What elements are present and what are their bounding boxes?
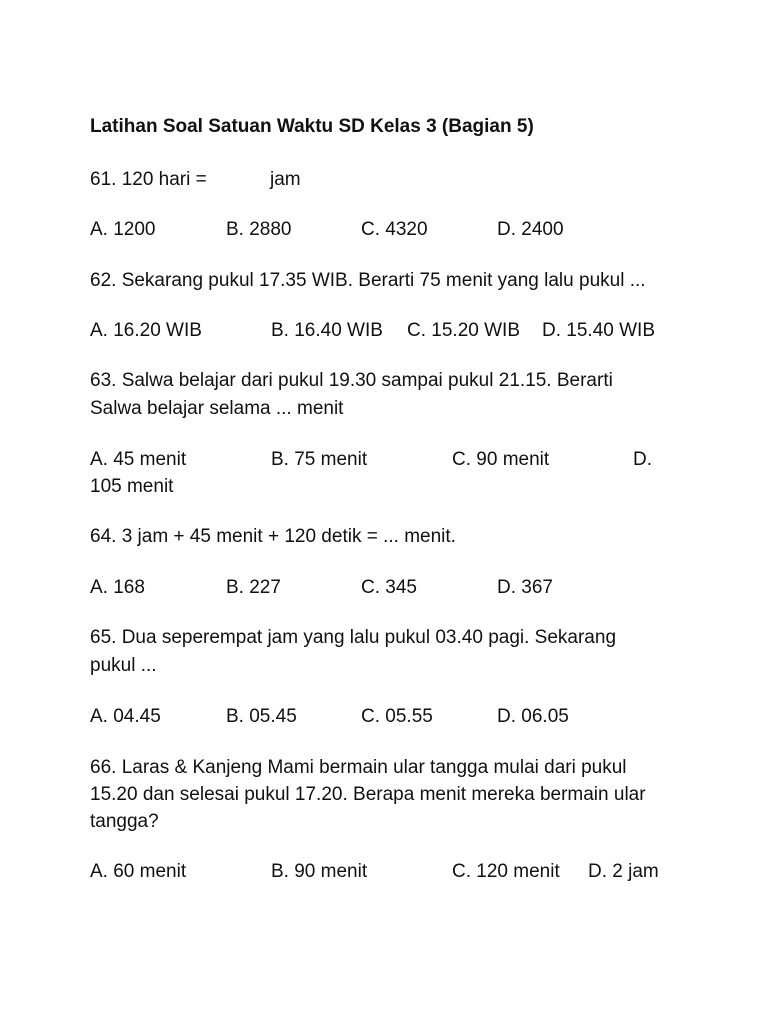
question-66-option-b: B. 90 menit: [271, 861, 368, 882]
question-61-option-b: B. 2880: [226, 219, 292, 240]
question-65-text-line-2: pukul ...: [90, 655, 157, 676]
question-65-option-d: D. 06.05: [497, 706, 569, 727]
question-63-text-line-2: Salwa belajar selama ... menit: [90, 398, 344, 419]
question-66-text-line-2: 15.20 dan selesai pukul 17.20. Berapa menit mereka bermain ular: [90, 784, 646, 805]
question-62-option-d: D. 15.40 WIB: [542, 320, 655, 341]
question-62-option-c: C. 15.20 WIB: [407, 320, 520, 341]
question-64-option-b: B. 227: [226, 577, 281, 598]
question-61-text: 61. 120 hari =: [90, 169, 207, 190]
question-61-option-d: D. 2400: [497, 219, 564, 240]
page-title: Latihan Soal Satuan Waktu SD Kelas 3 (Bagian 5): [90, 116, 534, 137]
question-62-option-a: A. 16.20 WIB: [90, 320, 202, 341]
question-63-option-d-label: D.: [633, 449, 652, 470]
question-66-option-c: C. 120 menit: [452, 861, 560, 882]
question-63-option-d-value: 105 menit: [90, 476, 174, 497]
question-65-option-c: C. 05.55: [361, 706, 433, 727]
question-63-option-a: A. 45 menit: [90, 449, 187, 470]
question-63-text-line-1: 63. Salwa belajar dari pukul 19.30 sampai pukul 21.15. Berarti: [90, 370, 613, 391]
question-62-text: 62. Sekarang pukul 17.35 WIB. Berarti 75 menit yang lalu pukul ...: [90, 270, 646, 291]
question-65-option-b: B. 05.45: [226, 706, 297, 727]
question-64-option-d: D. 367: [497, 577, 553, 598]
question-61-unit: jam: [270, 169, 301, 190]
question-61-option-c: C. 4320: [361, 219, 428, 240]
question-66-option-d: D. 2 jam: [588, 861, 659, 882]
question-66-text-line-3: tangga?: [90, 811, 159, 832]
question-61-option-a: A. 1200: [90, 219, 156, 240]
question-63-option-b: B. 75 menit: [271, 449, 368, 470]
question-65-text-line-1: 65. Dua seperempat jam yang lalu pukul 03.40 pagi. Sekarang: [90, 627, 617, 648]
question-63-option-c: C. 90 menit: [452, 449, 550, 470]
question-64-option-c: C. 345: [361, 577, 417, 598]
question-64-text: 64. 3 jam + 45 menit + 120 detik = ... menit.: [90, 526, 456, 547]
question-66-text-line-1: 66. Laras & Kanjeng Mami bermain ular tangga mulai dari pukul: [90, 757, 627, 778]
question-62-option-b: B. 16.40 WIB: [271, 320, 383, 341]
question-64-option-a: A. 168: [90, 577, 145, 598]
question-65-option-a: A. 04.45: [90, 706, 161, 727]
question-66-option-a: A. 60 menit: [90, 861, 187, 882]
